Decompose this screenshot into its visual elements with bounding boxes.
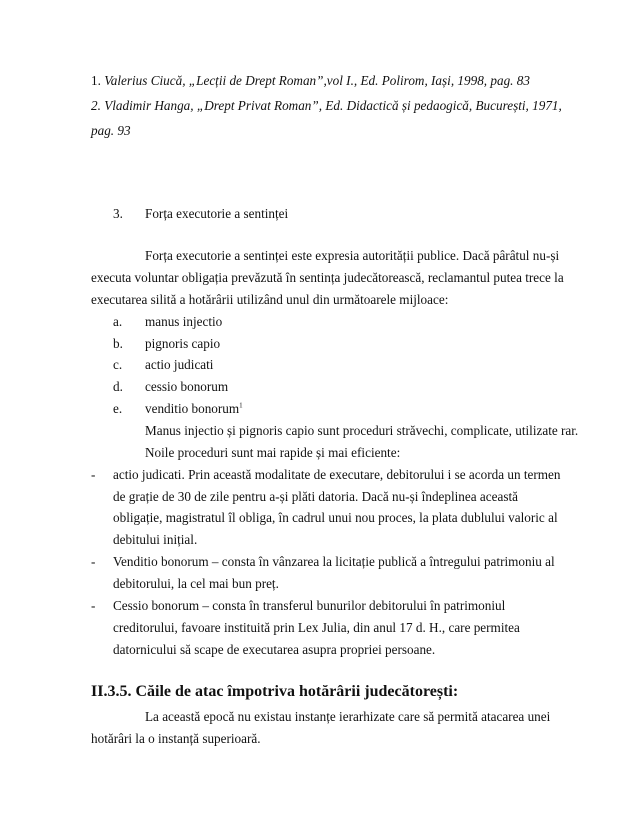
list-item: manus injectio <box>145 314 223 329</box>
bullet-line: de grație de 30 de zile pentru a-și plăti datoria. Dacă nu-și îndeplinea această <box>113 489 518 504</box>
list-item: actio judicati <box>145 357 214 372</box>
bullet-marker: - <box>91 554 96 569</box>
paragraph-line: executa voluntar obligația prevăzută în sentința judecătorească, reclamantul putea trece la <box>91 270 564 285</box>
list-item-marker: c. <box>113 357 123 372</box>
bullet-line: datornicului să scape de executarea asupra propriei persoane. <box>113 642 436 657</box>
section-3-title: Forța executorie a sentinței <box>145 206 289 221</box>
footnote-marker: 1 <box>239 401 243 410</box>
bullet-line: Cessio bonorum – consta în transferul bunurilor debitorului în patrimoniul <box>113 598 506 613</box>
reference-1-text: Valerius Ciucă, „Lecții de Drept Roman”,vol I., Ed. Polirom, Iași, 1998, pag. 83 <box>100 73 530 88</box>
bullet-marker: - <box>91 598 96 613</box>
paragraph-line: Manus injectio și pignoris capio sunt proceduri străvechi, complicate, utilizate rar. <box>145 423 579 438</box>
bullet-line: obligație, magistratul îl obliga, în cadrul unui nou proces, la plata dublului valoric al <box>113 510 558 525</box>
section-3-number: 3. <box>113 206 123 221</box>
reference-1 <box>91 73 530 89</box>
paragraph-line: executarea silită a hotărârii utilizând unul din următoarele mijloace: <box>91 292 449 307</box>
paragraph-line: hotărâri la o instanță superioară. <box>91 731 261 746</box>
reference-1-number: 1. <box>91 73 101 88</box>
paragraph-line: La această epocă nu existau instanțe ierarhizate care să permită atacarea unei <box>145 709 551 724</box>
section-heading: II.3.5. Căile de atac împotriva hotărârii judecătorești: <box>91 683 459 700</box>
list-item-marker: e. <box>113 401 123 416</box>
bullet-marker: - <box>91 467 96 482</box>
list-item-marker: d. <box>113 379 123 394</box>
bullet-line: creditorului, favoare instituită prin Lex Julia, din anul 17 d. H., care permitea <box>113 620 520 635</box>
list-item-text: venditio bonorum <box>145 401 240 416</box>
bullet-line: Venditio bonorum – consta în vânzarea la licitație publică a întregului patrimoniu al <box>113 554 555 569</box>
reference-2: 2. Vladimir Hanga, „Drept Privat Roman”, Ed. Didactică și pedaogică, București, 1971, <box>91 98 562 113</box>
paragraph-line: Forța executorie a sentinței este expresia autorității publice. Dacă pârâtul nu-și <box>145 248 560 263</box>
bullet-line: debitului inițial. <box>113 532 198 547</box>
reference-2-continued: pag. 93 <box>91 123 131 138</box>
list-item: cessio bonorum <box>145 379 229 394</box>
list-item-marker: a. <box>113 314 123 329</box>
list-item <box>145 401 243 417</box>
paragraph-line: Noile proceduri sunt mai rapide și mai eficiente: <box>145 445 401 460</box>
bullet-line: debitorului, la cel mai bun preț. <box>113 576 279 591</box>
list-item-marker: b. <box>113 336 123 351</box>
bullet-line: actio judicati. Prin această modalitate de executare, debitorului i se acorda un termen <box>113 467 561 482</box>
list-item: pignoris capio <box>145 336 221 351</box>
